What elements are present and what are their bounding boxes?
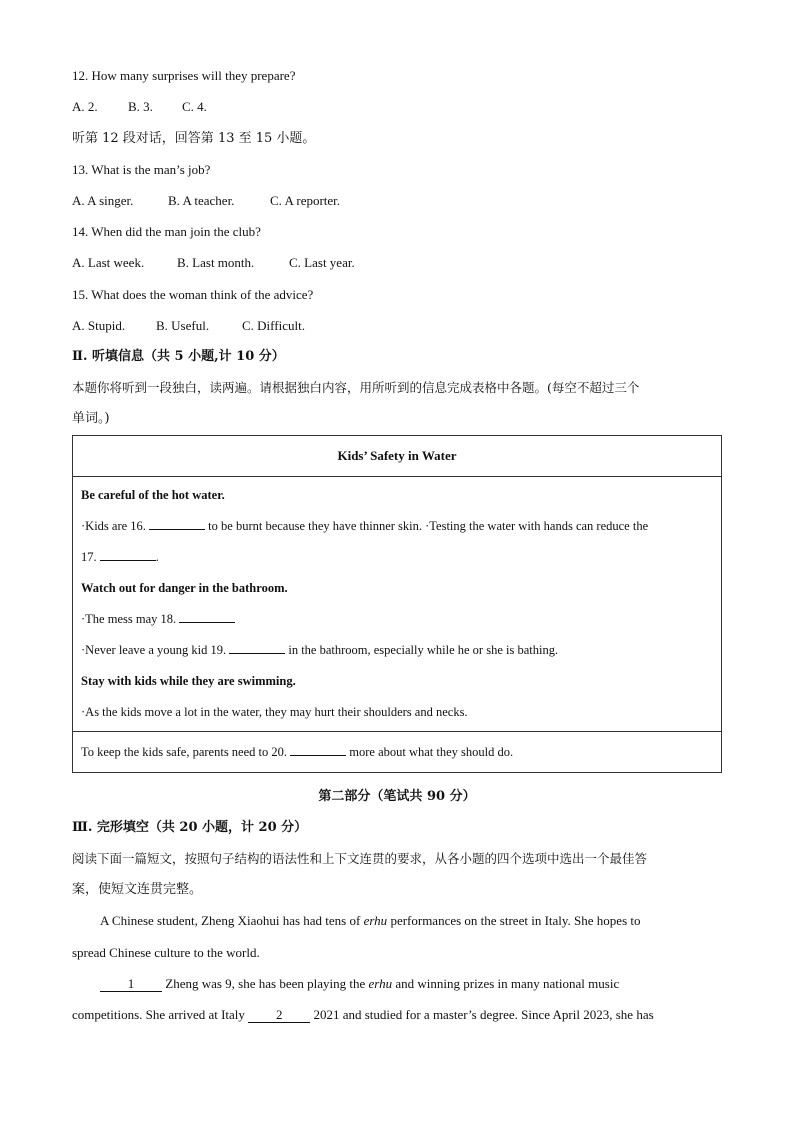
row-16-prefix: ·Kids are 16. bbox=[81, 519, 146, 533]
option-b: B. Useful. bbox=[156, 318, 210, 333]
blank-20[interactable] bbox=[290, 743, 346, 756]
blank-19[interactable] bbox=[229, 641, 285, 654]
table-body bbox=[73, 477, 722, 732]
section-3-instruction-line1: 阅读下面一篇短文，按照句子结构的语法性和上下文连贯的要求，从各小题的四个选项中选出一个最佳答 bbox=[72, 851, 648, 866]
question-12-options bbox=[72, 98, 207, 116]
option-b: B. 3. bbox=[128, 99, 153, 114]
cloze-blank-1[interactable]: 1 bbox=[100, 977, 162, 992]
option-c: C. A reporter. bbox=[270, 193, 341, 208]
passage-line-4 bbox=[72, 1006, 654, 1024]
question-13: 13. What is the man’s job? bbox=[72, 162, 211, 177]
row-17 bbox=[81, 548, 713, 579]
footer-prefix: To keep the kids safe, parents need to 20. bbox=[81, 745, 288, 759]
row-19-prefix: ·Never leave a young kid 19. bbox=[81, 643, 227, 657]
passage-line-2: spread Chinese culture to the world. bbox=[72, 945, 260, 960]
passage-text: and winning prizes in many national music bbox=[395, 976, 620, 991]
option-a: A. Last week. bbox=[72, 255, 145, 270]
subheading-hot-water: Be careful of the hot water. bbox=[81, 488, 225, 502]
row-18-prefix: ·The mess may 18. bbox=[81, 612, 177, 626]
option-c: C. 4. bbox=[182, 99, 207, 114]
question-13-options bbox=[72, 192, 340, 210]
passage-text: A Chinese student, Zheng Xiaohui has had tens of bbox=[100, 913, 361, 928]
table-footer bbox=[73, 732, 722, 773]
kids-safety-table bbox=[72, 435, 722, 773]
row-swimming: ·As the kids move a lot in the water, they may hurt their shoulders and necks. bbox=[81, 705, 468, 719]
blank-18[interactable] bbox=[179, 610, 235, 623]
table-title: Kids’ Safety in Water bbox=[73, 436, 722, 477]
passage-text: Zheng was 9, she has been playing the bbox=[165, 976, 366, 991]
row-16 bbox=[81, 517, 713, 548]
question-14: 14. When did the man join the club? bbox=[72, 224, 261, 239]
question-12: 12. How many surprises will they prepare? bbox=[72, 68, 296, 83]
passage-line-1 bbox=[100, 912, 641, 930]
row-17-prefix: 17. bbox=[81, 550, 97, 564]
blank-16[interactable] bbox=[149, 517, 205, 530]
section-2-heading: Ⅱ. 听填信息（共 5 小题,计 10 分） bbox=[72, 349, 285, 364]
row-16-rest: to be burnt because they have thinner skin. ·Testing the water with hands can reduce the bbox=[208, 519, 649, 533]
option-a: A. 2. bbox=[72, 99, 98, 114]
question-15: 15. What does the woman think of the advice? bbox=[72, 287, 314, 302]
row-18 bbox=[81, 610, 713, 641]
question-14-options bbox=[72, 254, 355, 272]
footer-rest: more about what they should do. bbox=[349, 745, 514, 759]
blank-17[interactable] bbox=[100, 548, 156, 561]
question-15-options bbox=[72, 317, 305, 335]
row-19 bbox=[81, 641, 713, 672]
option-b: B. Last month. bbox=[177, 255, 255, 270]
passage-text: 2021 and studied for a master’s degree. Since April 2023, she has bbox=[313, 1007, 654, 1022]
section-2-instruction-line1: 本题你将听到一段独白，读两遍。请根据独白内容，用所听到的信息完成表格中各题。(每空不超过三个 bbox=[72, 380, 640, 395]
instruction-dialogue-12: 听第 12 段对话，回答第 13 至 15 小题。 bbox=[72, 131, 316, 146]
section-3-heading: Ⅲ. 完形填空（共 20 小题，计 20 分） bbox=[72, 820, 308, 835]
passage-text: competitions. She arrived at Italy bbox=[72, 1007, 245, 1022]
option-a: A. A singer. bbox=[72, 193, 134, 208]
passage-erhu: erhu bbox=[368, 976, 393, 991]
option-a: A. Stupid. bbox=[72, 318, 126, 333]
section-2-instruction-line2: 单词。) bbox=[72, 411, 110, 426]
passage-erhu: erhu bbox=[363, 913, 388, 928]
row-17-end: . bbox=[155, 550, 159, 564]
option-c: C. Difficult. bbox=[242, 318, 305, 333]
section-3-instruction-line2: 案，使短文连贯完整。 bbox=[72, 882, 203, 897]
option-b: B. A teacher. bbox=[168, 193, 235, 208]
passage-line-3 bbox=[100, 975, 619, 993]
part-2-title: 第二部分（笔试共 90 分） bbox=[318, 789, 476, 804]
row-19-rest: in the bathroom, especially while he or she is bathing. bbox=[288, 643, 559, 657]
passage-text: performances on the street in Italy. She hopes to bbox=[390, 913, 641, 928]
cloze-blank-2[interactable]: 2 bbox=[248, 1008, 310, 1023]
subheading-bathroom: Watch out for danger in the bathroom. bbox=[81, 581, 288, 595]
subheading-swimming: Stay with kids while they are swimming. bbox=[81, 674, 296, 688]
option-c: C. Last year. bbox=[289, 255, 355, 270]
